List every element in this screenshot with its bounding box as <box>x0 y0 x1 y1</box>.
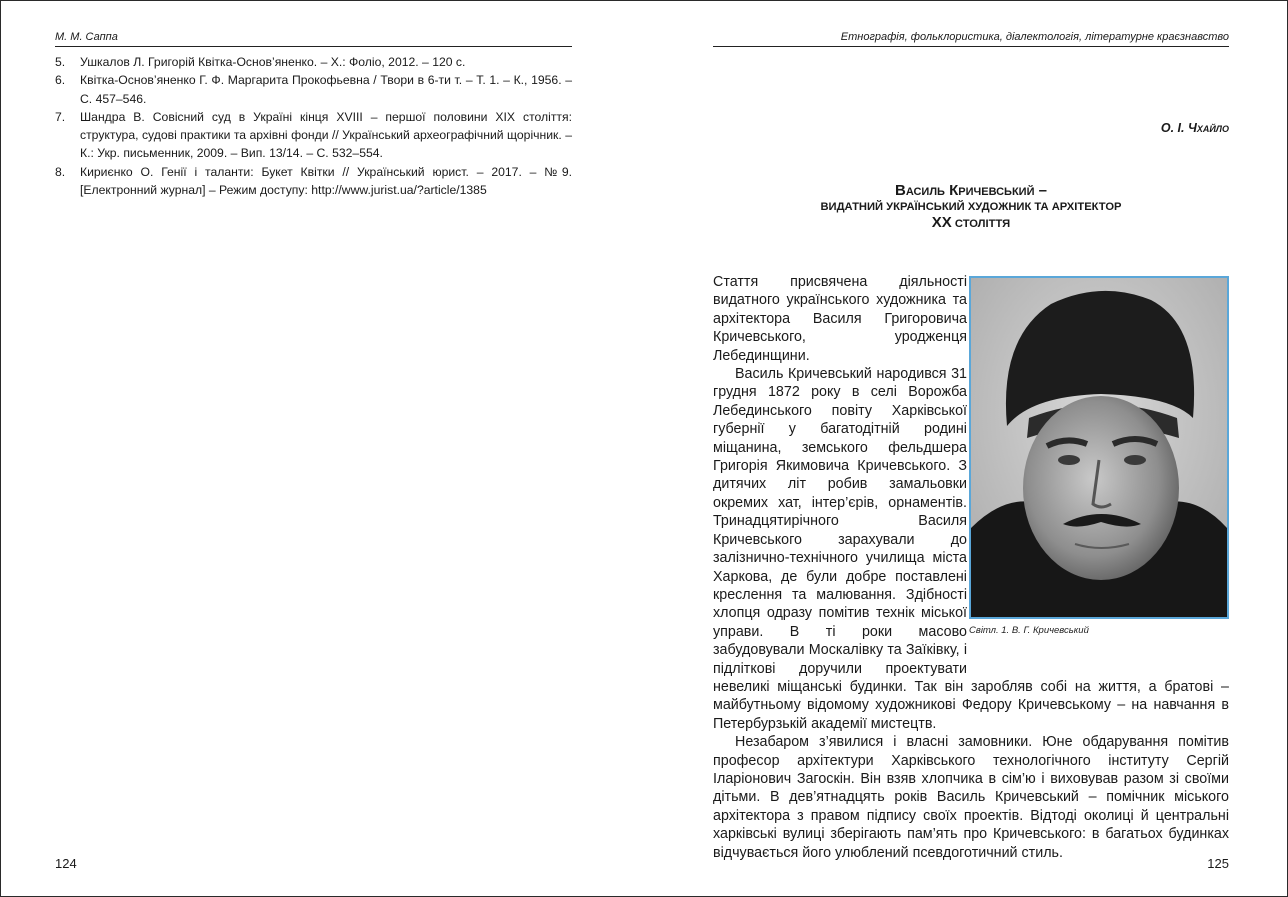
right-page <box>713 0 1229 897</box>
portrait-photo <box>969 276 1229 619</box>
title-line-1: Василь Кричевський – <box>894 182 1048 199</box>
left-running-head: М. М. Саппа <box>55 31 572 47</box>
references-list <box>55 53 572 199</box>
reference-item: 6. Квітка-Основ’яненко Г. Ф. Маргарита Прокофьевна / Твори в 6-ти т. – Т. 1. – К., 1956. – С. 457–546. <box>55 73 572 106</box>
paragraph: Стаття присвячена діяльності видатного українського художника та архітектора Василя Григоровича Кричевського, уродженця Лебединщини. <box>713 274 967 364</box>
paragraph: Василь Кричевський народився 31 грудня 1872 року в селі Ворожба Лебединського повіту Харківської губернії у багатодітній родині міщанина, земського фельдшера Григорія Якимовича Кричевського. З дитячих літ робив замальовки окремих хат, інтер’єрів, орнаментів. Тринадцятирічного Василя Кричевського зарахували до залізнично-технічного училища міста Харкова, де були добре поставлені креслення та малювання. Здібності хлопця одразу помітив технік міської управи. В ті роки масово забудовували Москалівку та Заїківку, і підліткові доручили проектувати невеликі міщанські будинки. Так він заробляв собі на життя, а братові – майбутньому відомому художникові Федору Кричевському – на навчання в Петербурзькій академії мистецтв. <box>713 366 1229 732</box>
title-line-3: XX СТОЛІТТЯ <box>931 214 1011 231</box>
photo-caption: Світл. 1. В. Г. Кричевський <box>969 625 1089 636</box>
reference-item: 7. Шандра В. Совісний суд в Україні кінця XVIII – першої половини XIX століття: структура, судові практики та архівні фонди // Український археографічний щорічник. – К.: Укр. письменник, 2009. – Вип. 13/14. – С. 532–554. <box>55 109 572 161</box>
left-page-number: 124 <box>55 856 77 871</box>
right-running-head: Етнографія, фольклористика, діалектологія, літературне краєзнавство <box>713 31 1229 47</box>
article-author: О. І. Чхайло <box>1160 121 1229 135</box>
title-line-2: ВИДАТНИЙ УКРАЇНСЬКИЙ ХУДОЖНИК ТА АРХІТЕКТОР <box>820 201 1122 213</box>
paragraph: Незабаром з’явилися і власні замовники. Юне обдарування помітив професор архітектури Харківського технологічного інституту Сергій Іларіонович Загоскін. Він взяв хлопчика в сім’ю і виховував разом зі своїми дітьми. В дев’ятнадцять років Василь Кричевський – помічник міського архітектора з правом підпису своїх проектів. Відтоді околиці й центральні харківські вулиці зберігають пам’ять про Кричевського: в багатьох будинках відчувається його улюблений псевдоготичний стиль. <box>713 734 1229 861</box>
reference-item: 8. Кириєнко О. Генії і таланти: Букет Квітки // Український юрист. – 2017. – №9. [Електронний журнал] – Режим доступу: http://www.jurist.ua/?article/1385 <box>55 164 572 198</box>
article-title <box>713 181 1229 232</box>
reference-item: 5. Ушкалов Л. Григорій Квітка-Основ’яненко. – Х.: Фоліо, 2012. – 120 с. <box>55 55 466 69</box>
left-page <box>55 0 572 897</box>
photo-figure <box>969 276 1229 636</box>
right-page-number: 125 <box>1207 856 1229 871</box>
